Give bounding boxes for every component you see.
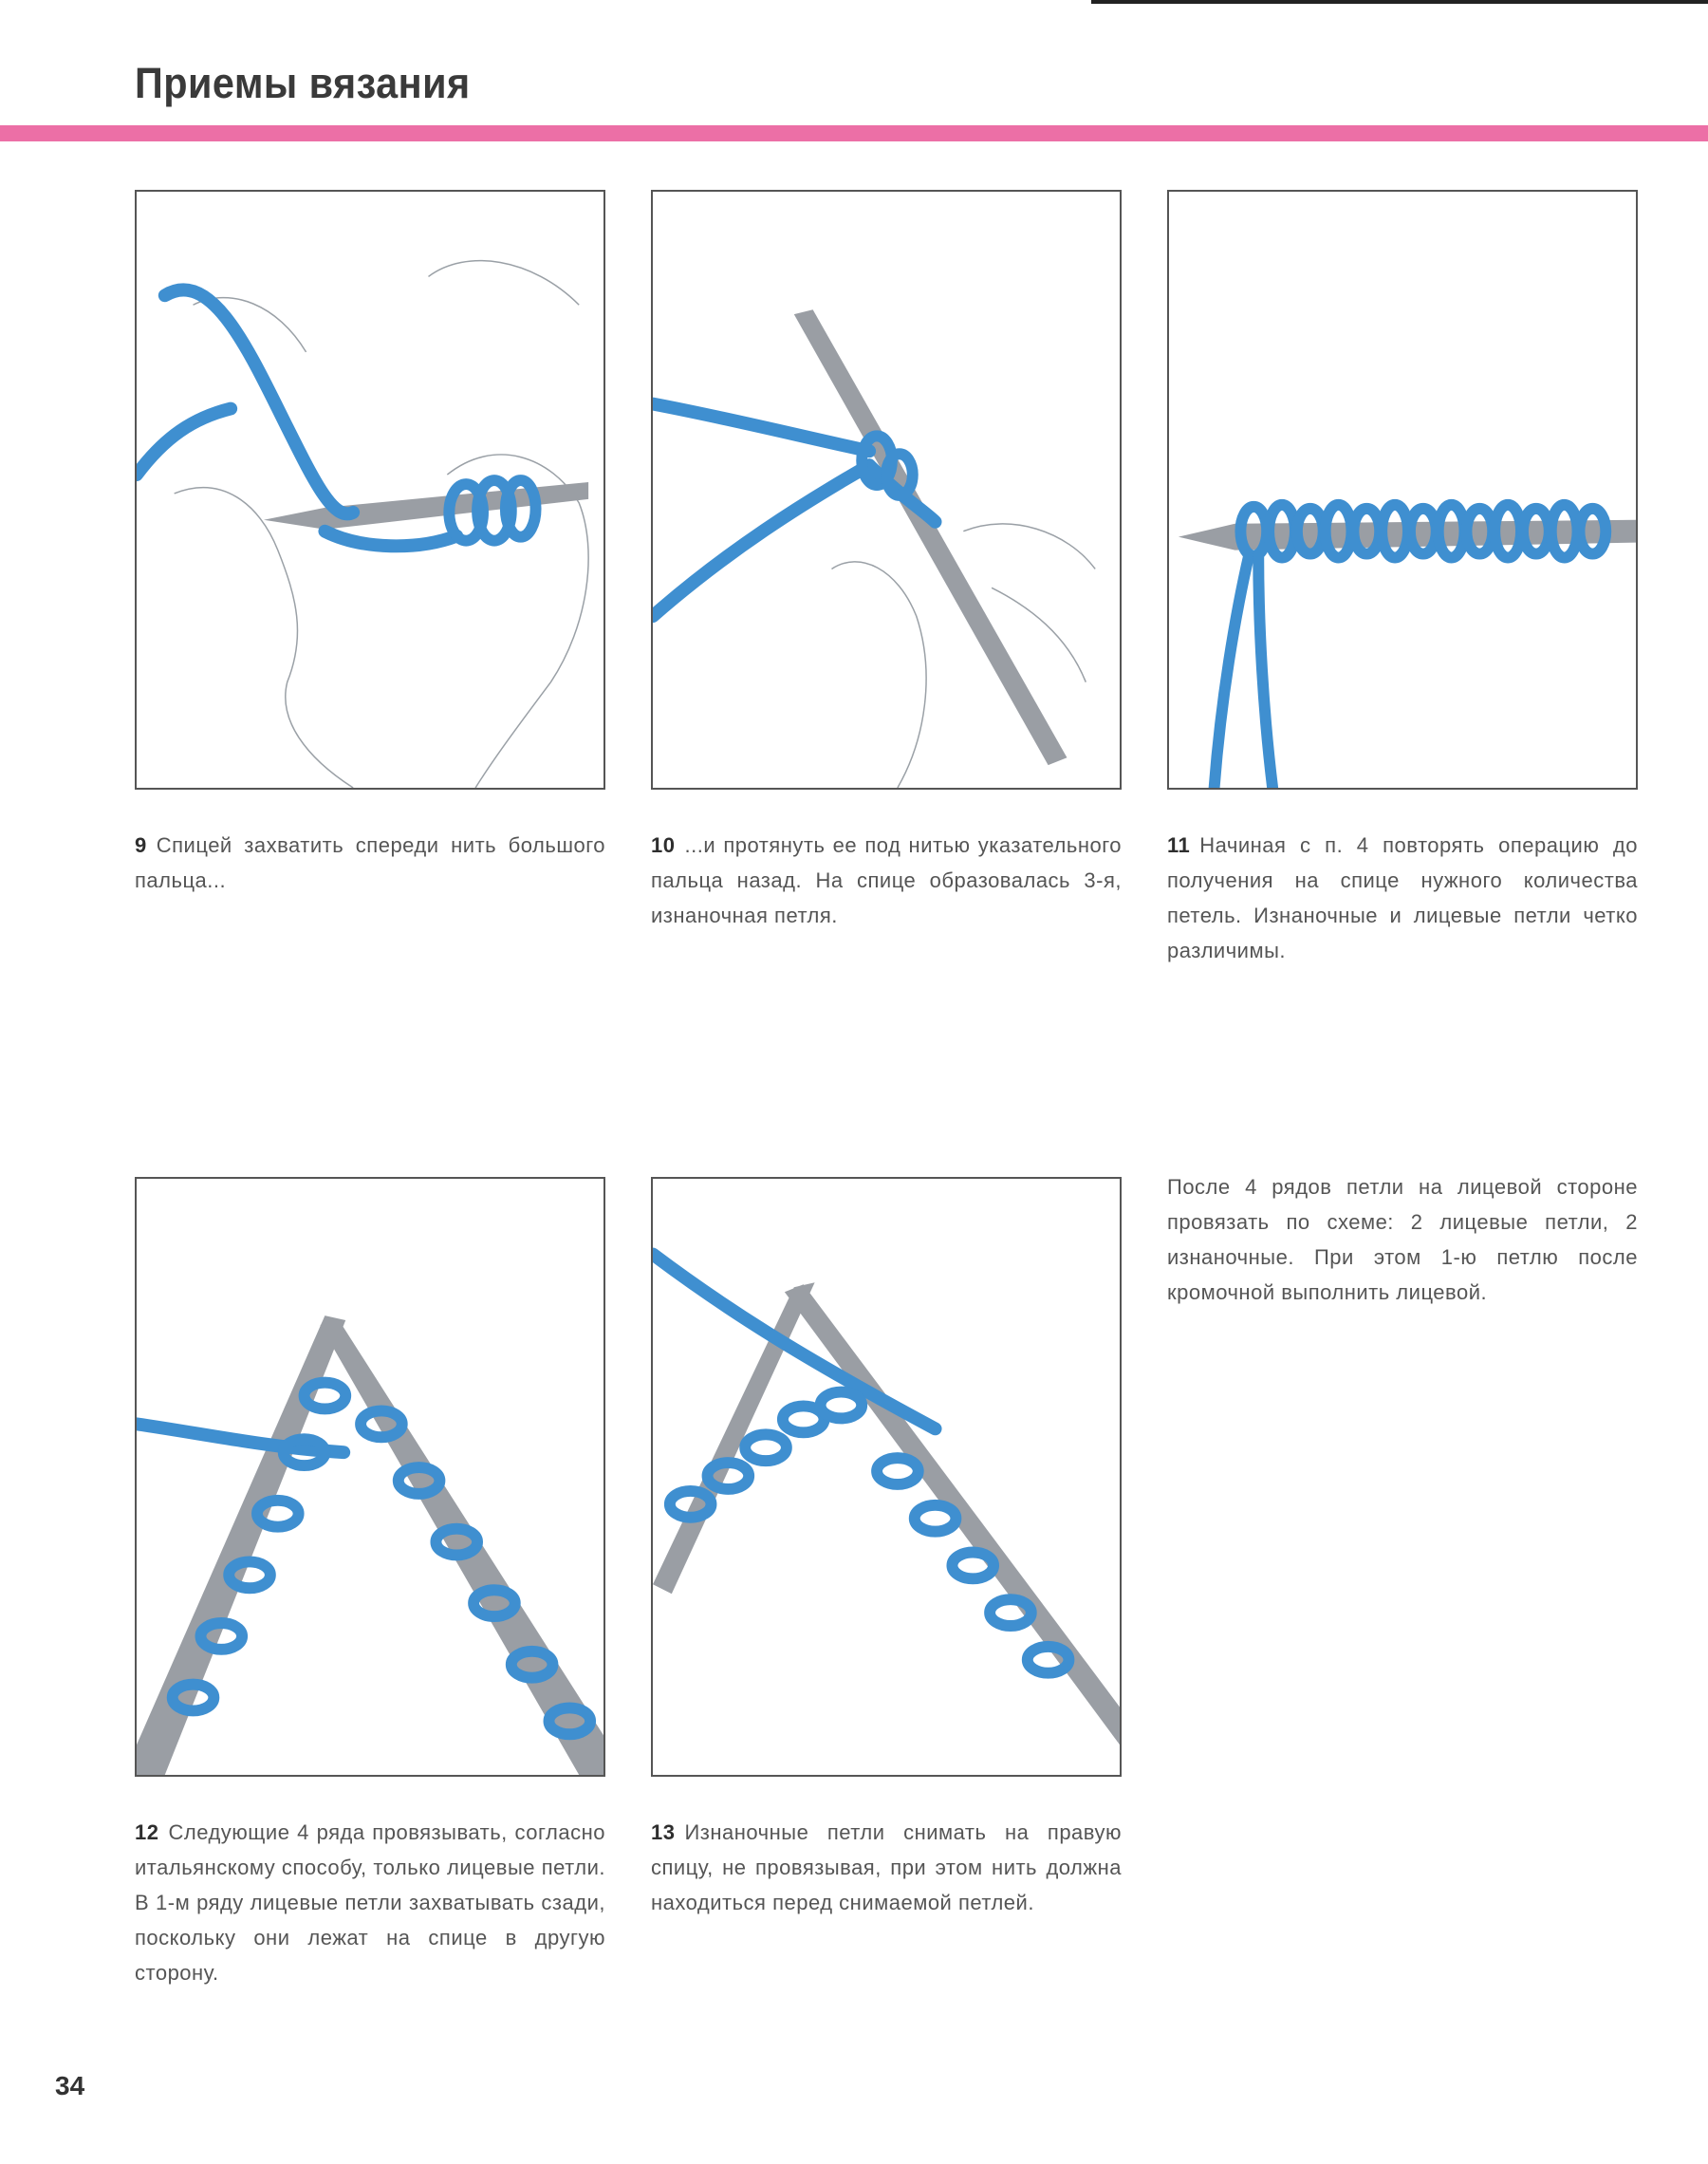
step-text: ...и протянуть ее под нитью указательного пальца назад. На спице образовалась 3-я, изнаночная петля. [651,833,1122,927]
illustration-step-12 [135,1177,605,1777]
step-text: Изнаночные петли снимать на правую спицу, не провязывая, при этом нить должна находиться перед снимаемой петлей. [651,1820,1122,1914]
caption-step-10 [651,828,1122,933]
step-number: 10 [651,833,676,857]
header-band [0,125,1708,141]
illustration-step-11 [1167,190,1638,790]
step-text: Начиная с п. 4 повторять операцию до получения на спице нужного количества петель. Изнаночные и лицевые петли четко различимы. [1167,833,1638,962]
caption-step-9 [135,828,605,898]
page-number: 34 [55,2071,85,2100]
caption-step-13 [651,1815,1122,1920]
top-rule [1091,0,1708,4]
illustration-step-10 [651,190,1122,790]
step-text: Следующие 4 ряда провязывать, согласно итальянскому способу, только лицевые петли. В 1-м ряду лицевые петли захватывать сзади, поскольку они лежат на спице в другую сторону. [135,1820,605,1985]
step-number: 13 [651,1820,676,1844]
note-text: После 4 рядов петли на лицевой стороне провязать по схеме: 2 лицевые петли, 2 изнаночные. При этом 1-ю петлю после кромочной выполнить лицевой. [1167,1175,1638,1304]
step-number: 9 [135,833,147,857]
step-number: 11 [1167,833,1191,857]
caption-step-12 [135,1815,605,1990]
illustration-step-9 [135,190,605,790]
caption-step-11 [1167,828,1638,968]
page-title: Приемы вязания [135,59,471,107]
step-number: 12 [135,1820,159,1844]
illustration-step-13 [651,1177,1122,1777]
step-text: Спицей захватить спереди нить большого пальца... [135,833,605,892]
